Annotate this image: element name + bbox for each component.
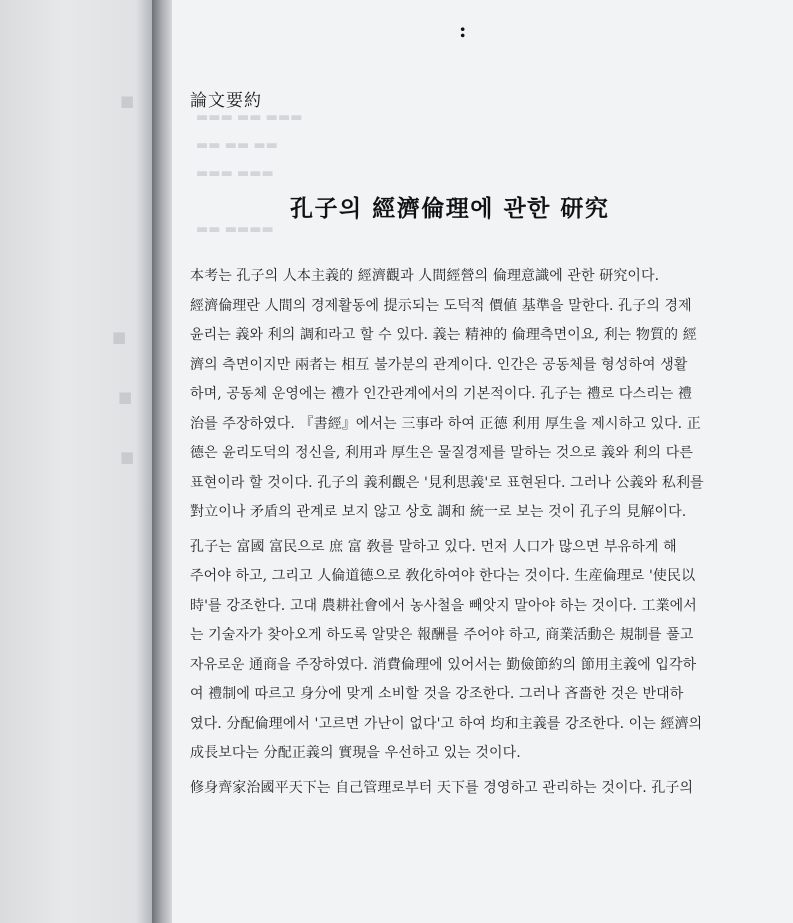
paragraph-2 — [190, 533, 750, 769]
facing-page — [0, 0, 160, 923]
text-line: 對立이나 矛盾의 관계로 보지 않고 상호 調和 統一로 보는 것이 孔子의 見解이다. — [190, 504, 687, 520]
text-line: 濟의 측면이지만 兩者는 相互 불가분의 관계이다. 인간은 공동체를 형성하여 생활 — [190, 356, 688, 373]
text-line: 本考는 孔子의 人本主義的 經濟觀과 人間經營의 倫理意識에 관한 研究이다. — [190, 268, 660, 284]
facing-page-ghost-text: ■ — [120, 448, 135, 466]
text-line: 時'를 강조한다. 고대 農耕社會에서 농사철을 빼앗지 말아야 하는 것이다. 工業에서 — [190, 597, 697, 614]
section-label: 論文要約 — [190, 91, 262, 111]
text-line: 여 禮制에 따르고 身分에 맞게 소비할 것을 강조한다. 그러나 吝嗇한 것은 반대하 — [190, 686, 684, 702]
text-line: 修身齊家治國平天下는 自己管理로부터 天下를 경영하고 관리하는 것이다. 孔子의 — [190, 779, 694, 796]
show-through-text: ▬▬ ▬▬ ▬▬ — [196, 138, 278, 153]
text-line: 윤리는 義와 利의 調和라고 할 수 있다. 義는 精神的 倫理측면이요, 利는 物質的 經 — [190, 327, 697, 343]
text-line: 經濟倫理란 人間의 경제활동에 提示되는 도덕적 價値 基準을 말한다. 孔子의 경제 — [190, 297, 692, 314]
text-line: 德은 윤리도덕의 정신을, 利用과 厚生은 물질경제를 말하는 것으로 義와 利의 다른 — [190, 445, 693, 461]
paragraph-1 — [190, 262, 750, 528]
show-through-text: ▬▬▬ ▬▬▬ — [196, 166, 274, 181]
text-line: 주어야 하고, 그리고 人倫道德으로 敎化하여야 한다는 것이다. 生産倫理로 '使民以 — [190, 568, 696, 584]
text-line: 治를 주장하였다. 『書經』에서는 三事라 하여 正德 利用 厚生을 제시하고 있다. 正 — [190, 415, 701, 432]
text-line: 孔子는 富國 富民으로 庶 富 敎를 말하고 있다. 먼저 人口가 많으면 부유하게 해 — [190, 538, 677, 555]
text-line: 표현이라 할 것이다. 孔子의 義利觀은 '見利思義'로 표현된다. 그러나 公義와 私利를 — [190, 474, 704, 491]
abstract-body — [190, 262, 750, 803]
page-mark: : — [459, 18, 467, 42]
show-through-text: ▬▬ ▬▬▬▬ — [196, 222, 274, 237]
facing-page-ghost-text: ■ — [112, 328, 127, 346]
text-line: 자유로운 通商을 주장하였다. 消費倫理에 있어서는 勤儉節約의 節用主義에 입각하 — [190, 656, 697, 673]
paragraph-3 — [190, 774, 750, 804]
text-line: 는 기술자가 찾아오게 하도록 알맞은 報酬를 주어야 하고, 商業活動은 規制를 풀고 — [190, 627, 694, 643]
book-gutter — [152, 0, 174, 923]
text-line: 하며, 공동체 운영에는 禮가 인간관계에서의 기본적이다. 孔子는 禮로 다스리는 禮 — [190, 386, 693, 402]
show-through-text: ▬▬▬ ▬▬ ▬▬▬ — [196, 110, 303, 125]
facing-page-ghost-text: ■ — [120, 92, 135, 110]
text-line: 成長보다는 分配正義의 實現을 우선하고 있는 것이다. — [190, 745, 521, 761]
paper-title: 孔子의 經濟倫理에 관한 研究 — [290, 195, 610, 222]
facing-page-ghost-text: ■ — [118, 388, 133, 406]
text-line: 였다. 分配倫理에서 '고르면 가난이 없다'고 하여 均和主義를 강조한다. 이는 經濟의 — [190, 715, 703, 732]
